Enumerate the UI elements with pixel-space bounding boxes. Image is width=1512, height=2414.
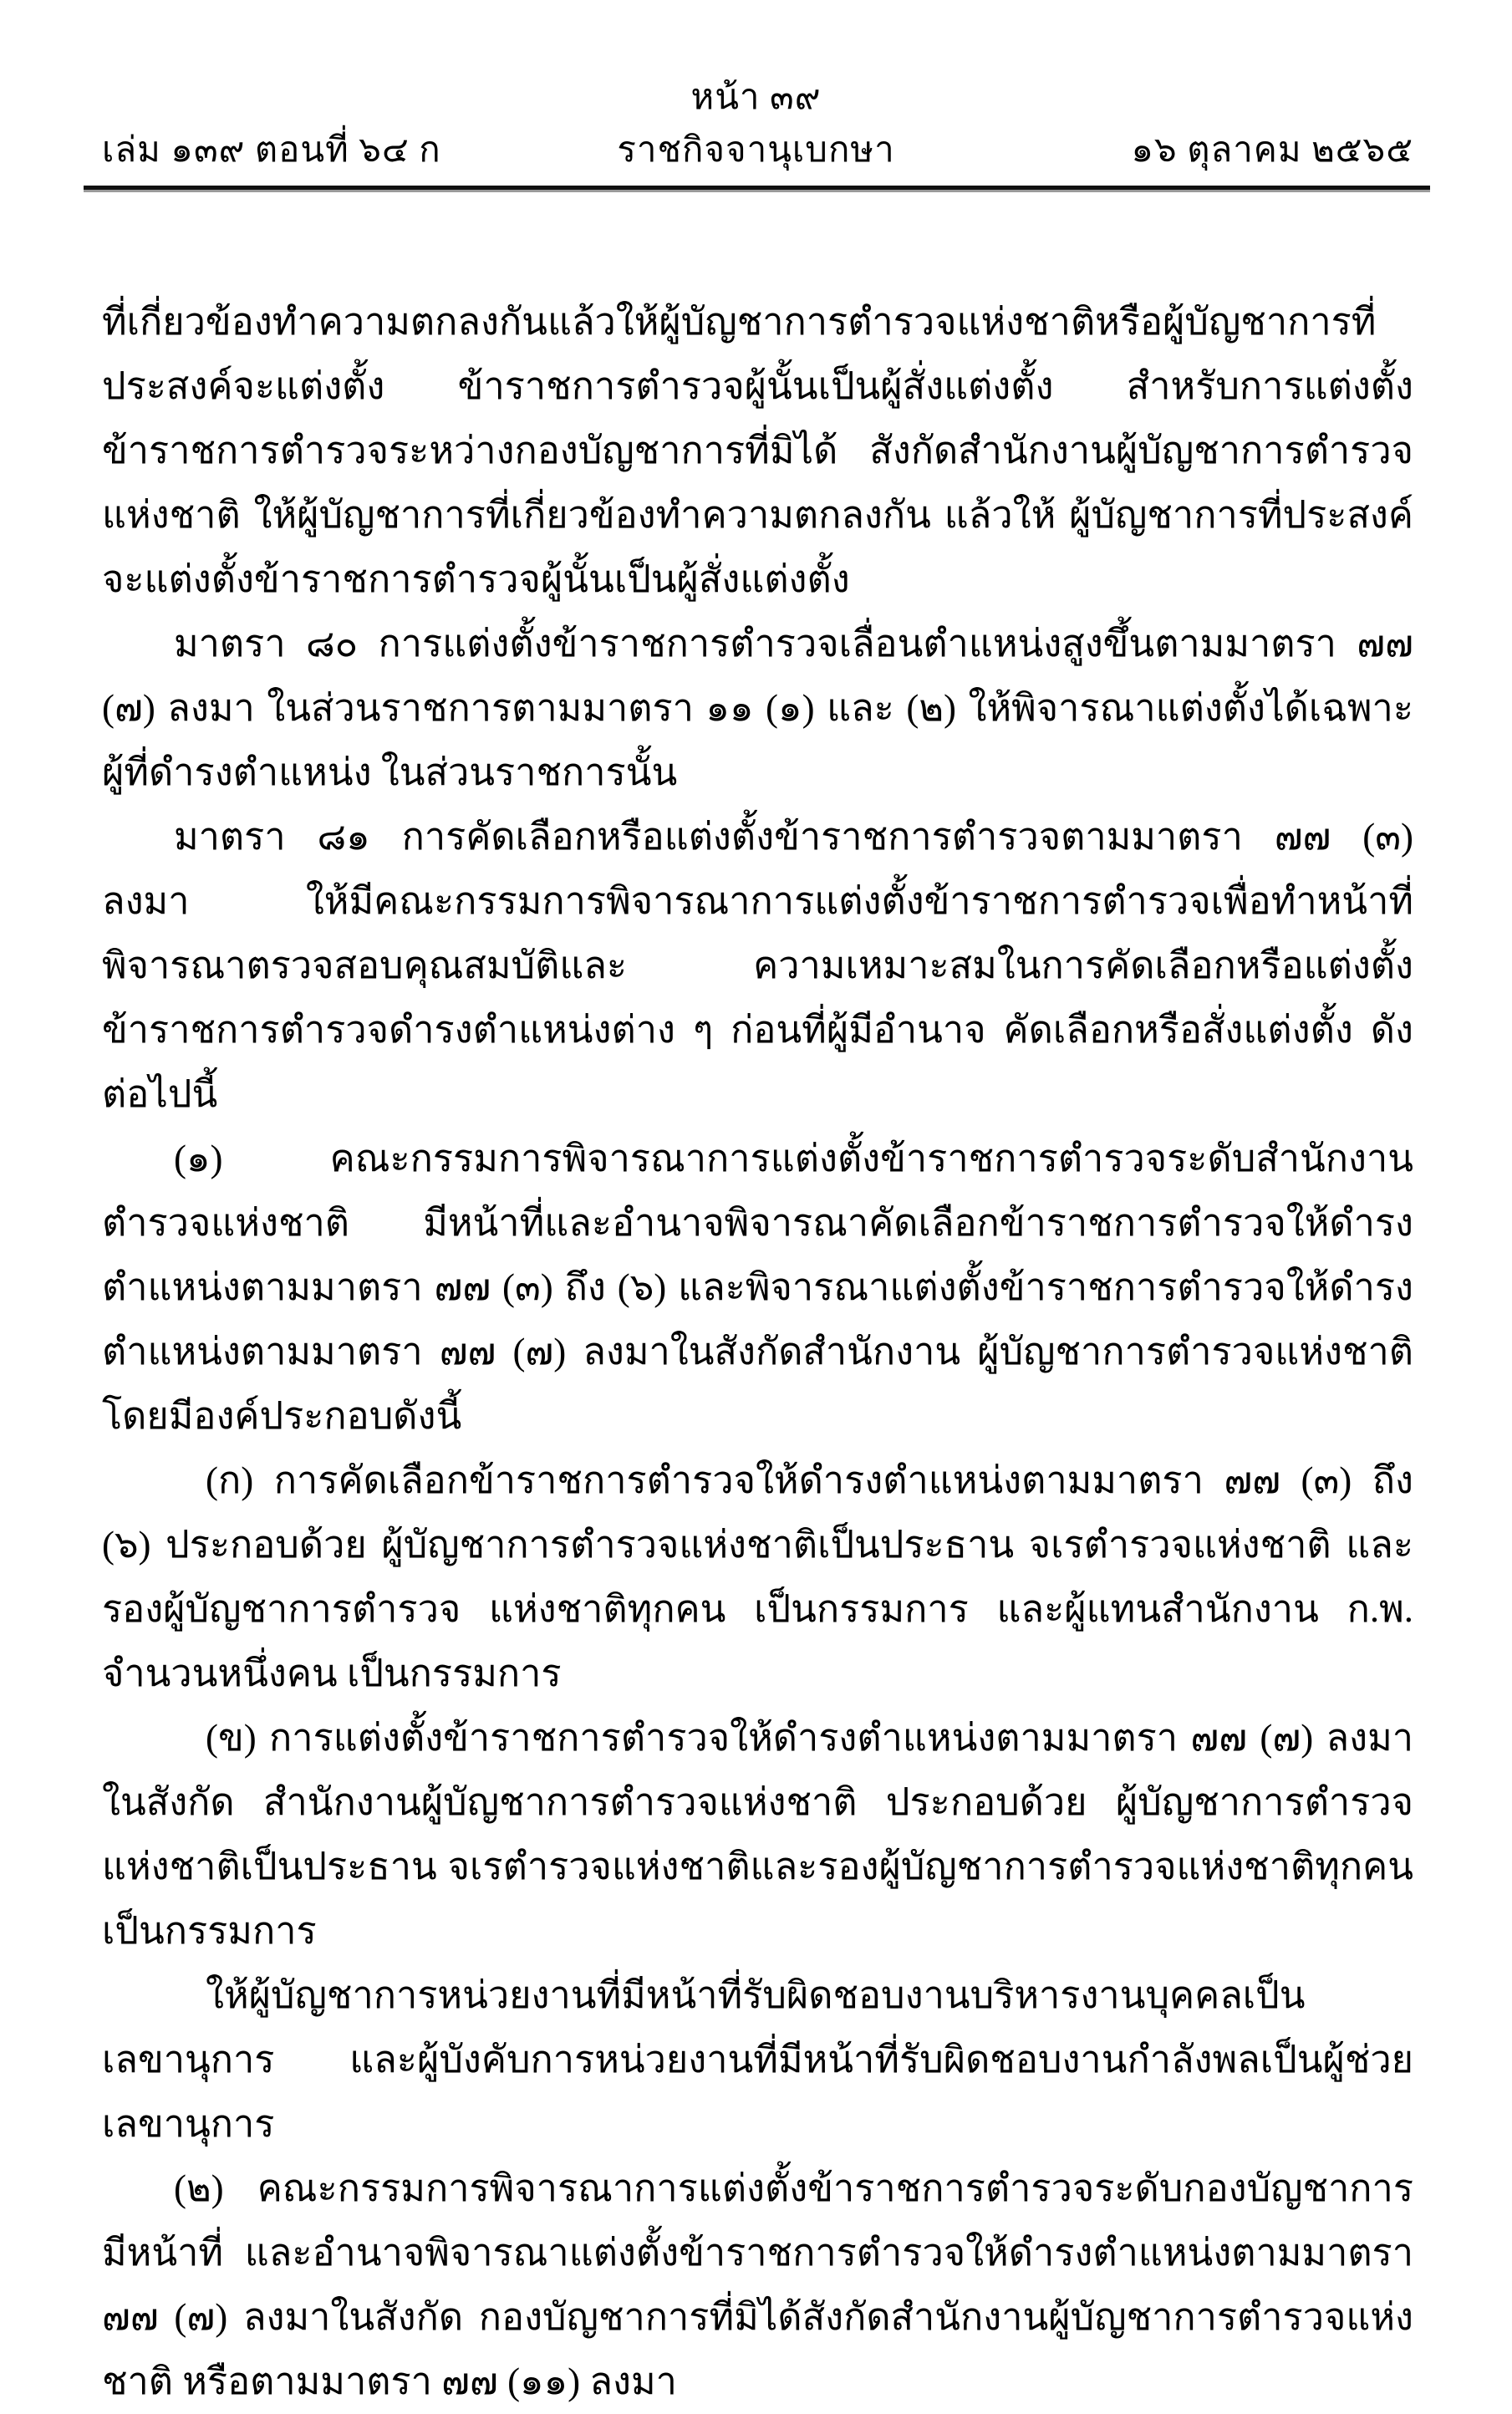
publication-date: ๑๖ ตุลาคม ๒๕๖๕: [1131, 131, 1413, 170]
paragraph-item-2: (๒) คณะกรรมการพิจารณาการแต่งตั้งข้าราชการตำรวจระดับกองบัญชาการ มีหน้าที่ และอำนาจพิจารณาแต่งตั้งข้าราชการตำรวจให้ดำรงตำแหน่งตามมาตรา ๗๗ (๗) ลงมาในสังกัด กองบัญชาการที่มิได้สังกัดสำนักงานผู้บัญชาการตำรวจแห่งชาติ หรือตามมาตรา ๗๗ (๑๑) ลงมา: [102, 2167, 1413, 2402]
header-row: [0, 129, 1512, 172]
paragraph-continuation: ที่เกี่ยวข้องทำความตกลงกันแล้วให้ผู้บัญชาการตำรวจแห่งชาติหรือผู้บัญชาการที่ประสงค์จะแต่งตั้ง ข้าราชการตำรวจผู้นั้นเป็นผู้สั่งแต่งตั้ง สำหรับการแต่งตั้งข้าราชการตำรวจระหว่างกองบัญชาการที่มิได้ สังกัดสำนักงานผู้บัญชาการตำรวจแห่งชาติ ให้ผู้บัญชาการที่เกี่ยวข้องทำความตกลงกัน แล้วให้ ผู้บัญชาการที่ประสงค์จะแต่งตั้งข้าราชการตำรวจผู้นั้นเป็นผู้สั่งแต่งตั้ง: [102, 301, 1413, 600]
paragraph-item-1-ko: (ก) การคัดเลือกข้าราชการตำรวจให้ดำรงตำแหน่งตามมาตรา ๗๗ (๓) ถึง (๖) ประกอบด้วย ผู้บัญชาการตำรวจแห่งชาติเป็นประธาน จเรตำรวจแห่งชาติ และรองผู้บัญชาการตำรวจ แห่งชาติทุกคน เป็นกรรมการ และผู้แทนสำนักงาน ก.พ. จำนวนหนึ่งคน เป็นกรรมการ: [102, 1459, 1413, 1694]
page-number: หน้า ๓๙: [690, 79, 822, 117]
paragraph-section-81: มาตรา ๘๑ การคัดเลือกหรือแต่งตั้งข้าราชการตำรวจตามมาตรา ๗๗ (๓) ลงมา ให้มีคณะกรรมการพิจารณาการแต่งตั้งข้าราชการตำรวจเพื่อทำหน้าที่พิจารณาตรวจสอบคุณสมบัติและ ความเหมาะสมในการคัดเลือกหรือแต่งตั้งข้าราชการตำรวจดำรงตำแหน่งต่าง ๆ ก่อนที่ผู้มีอำนาจ คัดเลือกหรือสั่งแต่งตั้ง ดังต่อไปนี้: [102, 816, 1413, 1115]
gazette-title: ราชกิจจานุเบกษา: [617, 131, 895, 170]
volume-issue-label: เล่ม ๑๓๙ ตอนที่ ๖๔ ก: [102, 131, 441, 170]
paragraph-item-1-kho: (ข) การแต่งตั้งข้าราชการตำรวจให้ดำรงตำแหน่งตามมาตรา ๗๗ (๗) ลงมาในสังกัด สำนักงานผู้บัญชาการตำรวจแห่งชาติ ประกอบด้วย ผู้บัญชาการตำรวจแห่งชาติเป็นประธาน จเรตำรวจแห่งชาติและรองผู้บัญชาการตำรวจแห่งชาติทุกคน เป็นกรรมการ: [102, 1717, 1413, 1952]
header-divider: [84, 186, 1430, 190]
document-body: [102, 290, 1413, 2414]
paragraph-item-1: (๑) คณะกรรมการพิจารณาการแต่งตั้งข้าราชการตำรวจระดับสำนักงานตำรวจแห่งชาติ มีหน้าที่และอำนาจพิจารณาคัดเลือกข้าราชการตำรวจให้ดำรงตำแหน่งตามมาตรา ๗๗ (๓) ถึง (๖) และพิจารณาแต่งตั้งข้าราชการตำรวจให้ดำรงตำแหน่งตามมาตรา ๗๗ (๗) ลงมาในสังกัดสำนักงาน ผู้บัญชาการตำรวจแห่งชาติ โดยมีองค์ประกอบดังนี้: [102, 1138, 1413, 1437]
page-header: [0, 0, 1512, 190]
paragraph-section-80: มาตรา ๘๐ การแต่งตั้งข้าราชการตำรวจเลื่อนตำแหน่งสูงขึ้นตามมาตรา ๗๗ (๗) ลงมา ในส่วนราชการตามมาตรา ๑๑ (๑) และ (๒) ให้พิจารณาแต่งตั้งได้เฉพาะผู้ที่ดำรงตำแหน่ง ในส่วนราชการนั้น: [102, 623, 1413, 793]
paragraph-secretary-clause: ให้ผู้บัญชาการหน่วยงานที่มีหน้าที่รับผิดชอบงานบริหารงานบุคคลเป็นเลขานุการ และผู้บังคับการหน่วยงานที่มีหน้าที่รับผิดชอบงานกำลังพลเป็นผู้ช่วยเลขานุการ: [102, 1974, 1413, 2145]
